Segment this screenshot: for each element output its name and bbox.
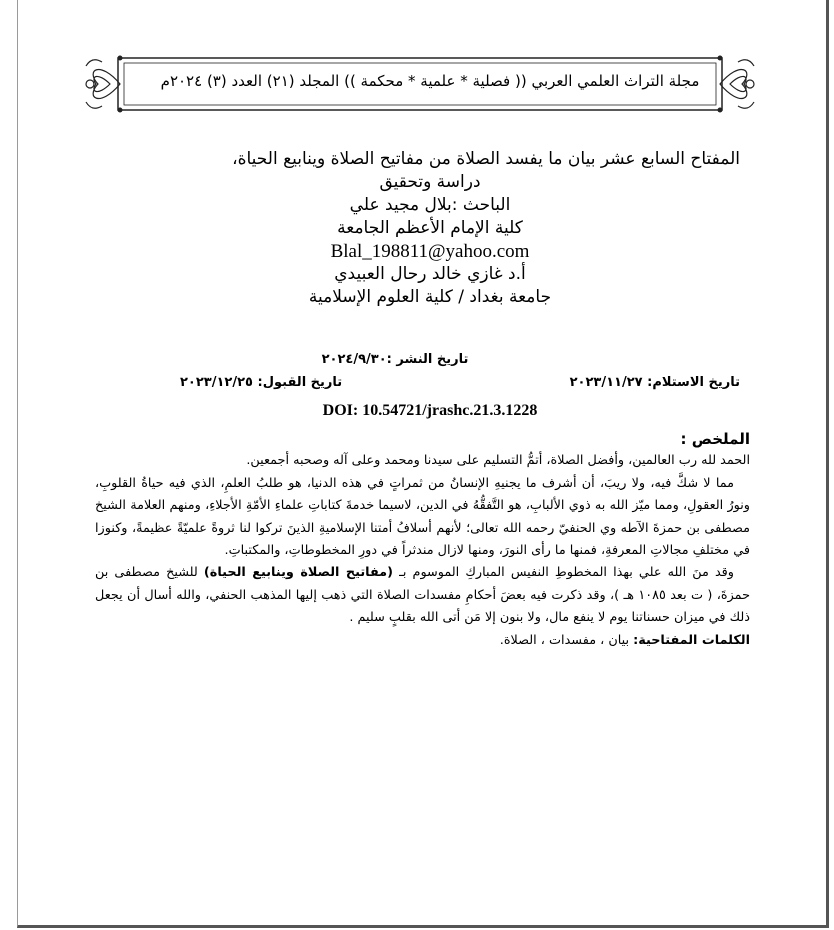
researcher-email: Blal_198811@yahoo.com (330, 241, 530, 262)
publication-date: تاريخ النشر :٢٠٢٤/٩/٣٠ (321, 352, 469, 367)
keywords (95, 630, 750, 652)
title-block (120, 148, 740, 309)
keywords-value: بيان ، مفسدات ، الصلاة. (499, 632, 634, 648)
article-title: المفتاح السابع عشر بيان ما يفسد الصلاة من مفاتيح الصلاة وينابيع الحياة، (232, 149, 740, 169)
abstract-text: وقد منَ الله علي بهذا المخطوطِ النفيس المباركِ الموسوم بـ (392, 565, 734, 581)
manuscript-title: (مفاتيح الصلاة وينابيع الحياة) (203, 565, 393, 581)
supervisor-affiliation: جامعة بغداد / كلية العلوم الإسلامية (308, 287, 552, 307)
accepted-value: ٢٠٢٣/١٢/٢٥ (180, 375, 253, 390)
researcher-college: كلية الإمام الأعظم الجامعة (337, 218, 523, 238)
journal-header-text: مجلة التراث العلمي العربي (( فصلية * علمية * محكمة )) المجلد (٢١) العدد (٣) ٢٠٢٤م (160, 72, 700, 90)
abstract-paragraph: الحمد لله رب العالمين، وأفضل الصلاة، أتمُّ التسليم على سيدنا ومحمد وعلى آله وصحبه أجمعين. (246, 453, 750, 469)
accepted-date (180, 375, 342, 390)
supervisor-name: أ.د غازي خالد رحال العبيدي (334, 264, 526, 284)
doi: DOI: 10.54721/jrashc.21.3.1228 (322, 402, 538, 419)
abstract-paragraph (95, 562, 750, 629)
abstract-heading: الملخص : (680, 430, 750, 448)
received-date (570, 375, 740, 390)
keywords-label: الكلمات المفتاحية: (633, 632, 750, 648)
abstract (95, 428, 750, 652)
abstract-text: للشيخ مصطفى بن حمزةَ، ( ت بعد ١٠٨٥ هـ )، وقد ذكرت فيه بعضَ أحكامِ مفسدات الصلاة التي ذهب إليها المذهب الحنفي، والله أسال أن يجعل ذلك في ميزان حسناتنا يوم لا ينفع مال، ولا بنون إلا مَن أتى الله بقلبٍ سليم . (95, 565, 750, 626)
abstract-paragraph: مما لا شكَّ فيه، ولا ريبَ، أن أشرف ما يجنيهِ الإنسانُ من ثمراتٍ في هذه الدنيا، هو طلبُ العلمِ، الذي فيه حياةُ القلوبِ، ونورُ العقولِ، ومما ميّز الله به ذوي الألبابِ، هو التَّفقُّهُ في الدين، لاسيما خدمةَ كتاباتِ علماءِ الأمّةِ الأجلاءِ، ومنهم العلامة الشيخ مصطفى بن حمزةَ الآطه وي الحنفيّ رحمه الله تعالى؛ لأنهم أسلافُ أمتنا الإسلاميةِ الذينَ تركوا لنا ثروةً علميّةً عظيمةً، وكنوزا في مختلفِ مجالاتِ المعرفةِ، فمنها ما رأى النورَ، ومنها لازال مندثراً في دورِ المخطوطاتِ، والمكتباتِ. (95, 475, 750, 559)
article-subtitle: دراسة وتحقيق (379, 172, 481, 192)
accepted-label: تاريخ القبول: (257, 375, 343, 390)
received-value: ٢٠٢٣/١١/٢٧ (569, 375, 643, 390)
received-label: تاريخ الاستلام: (647, 375, 740, 390)
researcher-name: الباحث :بلال مجيد علي (349, 195, 511, 215)
journal-header (80, 50, 760, 118)
dates-block (130, 352, 740, 390)
